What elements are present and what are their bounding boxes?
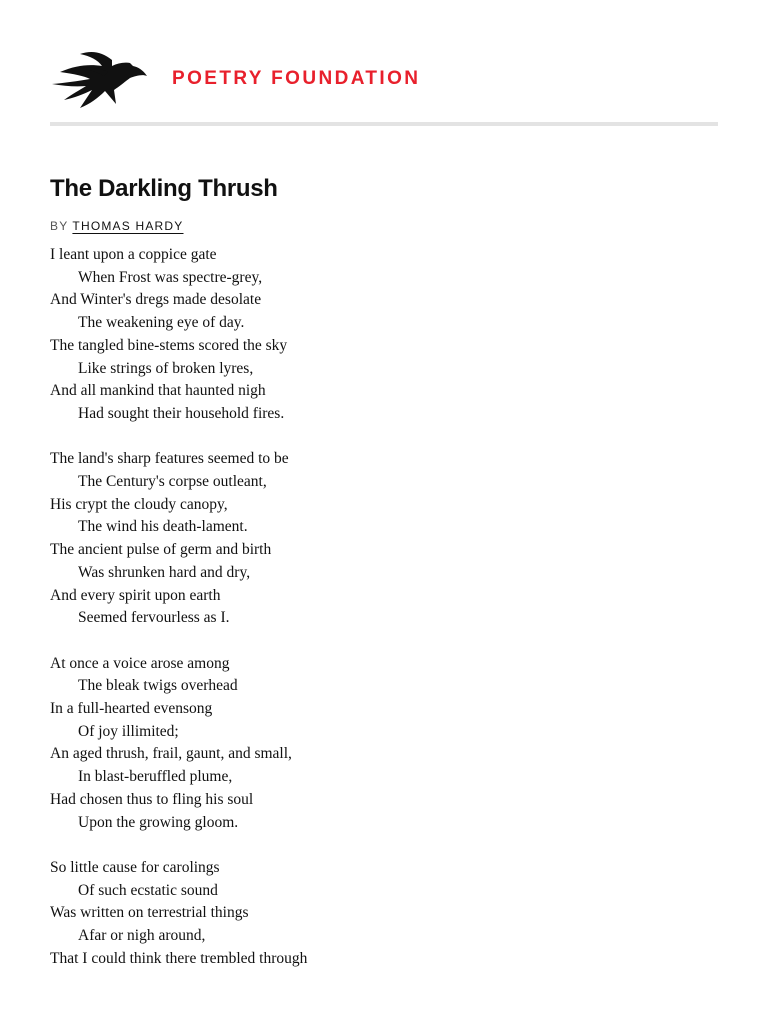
- poem-line: Had chosen thus to fling his soul: [50, 790, 254, 808]
- poem-line: His crypt the cloudy canopy,: [50, 495, 228, 513]
- stanza-4: [50, 857, 710, 971]
- poem-line: Seemed fervourless as I.: [78, 609, 230, 627]
- poem-line: The bleak twigs overhead: [78, 677, 238, 695]
- by-label: BY: [50, 219, 69, 233]
- poem-line: Of such ecstatic sound: [78, 881, 218, 899]
- site-header: [50, 44, 718, 114]
- poem-line: And all mankind that haunted nigh: [50, 382, 266, 400]
- poem-line: The Century's corpse outleant,: [78, 473, 267, 491]
- header-divider: [50, 122, 718, 126]
- poem-line: And Winter's dregs made desolate: [50, 291, 262, 309]
- poem-line: The land's sharp features seemed to be: [50, 450, 289, 468]
- poem-line: Like strings of broken lyres,: [78, 359, 254, 377]
- poem-line: Was shrunken hard and dry,: [78, 563, 251, 581]
- bird-logo-icon[interactable]: [50, 48, 148, 112]
- brand-name[interactable]: POETRY FOUNDATION: [172, 68, 421, 89]
- poem-line: Had sought their household fires.: [78, 404, 285, 422]
- poem-line: And every spirit upon earth: [50, 586, 221, 604]
- poem-line: An aged thrush, frail, gaunt, and small,: [50, 745, 292, 763]
- poem-line: In blast-beruffled plume,: [78, 768, 233, 786]
- byline: [50, 219, 184, 233]
- poem-line: That I could think there trembled through: [50, 949, 308, 967]
- stanza-3: [50, 653, 710, 835]
- poem-line: When Frost was spectre-grey,: [78, 268, 263, 286]
- poem-line: The wind his death-lament.: [78, 518, 248, 536]
- poem-line: Was written on terrestrial things: [50, 904, 249, 922]
- poem-line: Afar or nigh around,: [78, 927, 206, 945]
- poem-line: In a full-hearted evensong: [50, 700, 213, 718]
- poem-title: The Darkling Thrush: [50, 175, 278, 202]
- stanza-2: [50, 448, 710, 630]
- poem-line: I leant upon a coppice gate: [50, 246, 217, 263]
- poem-line: The weakening eye of day.: [78, 314, 245, 332]
- poem-line: So little cause for carolings: [50, 858, 220, 876]
- poem-line: The tangled bine-stems scored the sky: [50, 336, 288, 354]
- poem-line: At once a voice arose among: [50, 654, 230, 672]
- stanza-1: [50, 244, 710, 426]
- poem-line: The ancient pulse of germ and birth: [50, 541, 272, 559]
- author-link[interactable]: THOMAS HARDY: [72, 219, 184, 233]
- poem-body: [50, 244, 710, 993]
- poem-line: Of joy illimited;: [78, 722, 179, 740]
- poem-line: Upon the growing gloom.: [78, 813, 239, 831]
